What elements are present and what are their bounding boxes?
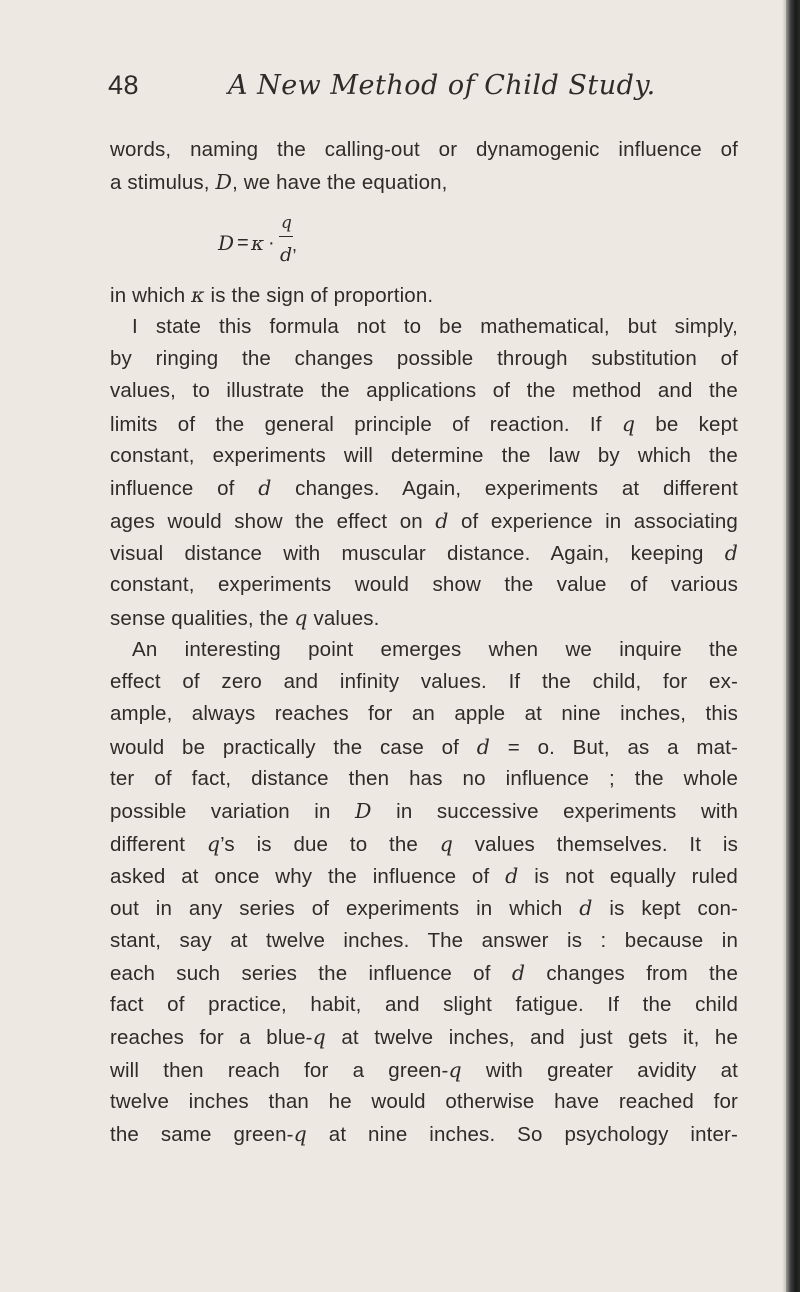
equation-dot: · <box>268 231 275 254</box>
equation-equals: = <box>237 231 249 254</box>
text-line: An interesting point emerges when we inquire the <box>132 637 738 661</box>
text-line: words, naming the calling-out or dynamogenic influence of <box>110 138 738 161</box>
equation-comma: , <box>292 234 298 255</box>
body-text <box>110 134 738 1151</box>
text-line: limits of the general principle of reaction. If q be kept <box>110 411 738 436</box>
page-header <box>108 70 748 110</box>
text-line: ages would show the effect on d of experience in associating <box>110 508 738 533</box>
text-line: possible variation in D in successive experiments with <box>110 799 738 824</box>
text-line: will then reach for a green-q with greater avidity at <box>110 1057 738 1082</box>
text-line: twelve inches than he would otherwise have reached for <box>110 1090 738 1114</box>
book-spine <box>786 0 800 1292</box>
text-line: different q’s is due to the q values themselves. It is <box>110 831 738 856</box>
equation-lhs: D <box>218 230 235 255</box>
text-line: values, to illustrate the applications of the method and the <box>110 379 738 403</box>
text-line: reaches for a blue-q at twelve inches, and just gets it, he <box>110 1025 738 1050</box>
text-line: a stimulus, D, we have the equation, <box>110 170 448 195</box>
proportion-equation <box>218 203 338 273</box>
text-line: would be practically the case of d = o. But, as a mat- <box>110 734 738 759</box>
text-line: in which κ is the sign of proportion. <box>110 282 434 307</box>
text-line: constant, experiments will determine the law by which the <box>110 444 738 468</box>
text-line: visual distance with muscular distance. Again, keeping d <box>110 540 738 565</box>
text-line: out in any series of experiments in which d is kept con- <box>110 896 739 921</box>
text-line: sense qualities, the q values. <box>110 605 380 630</box>
page-number: 48 <box>108 70 140 100</box>
text-line: constant, experiments would show the value of various <box>110 573 738 597</box>
equation-numerator: q <box>281 212 293 233</box>
running-title: A New Method of Child Study. <box>228 70 656 101</box>
equation-block <box>110 199 738 279</box>
text-line: effect of zero and infinity values. If the child, for ex- <box>110 670 738 694</box>
equation-kappa: κ <box>251 230 265 255</box>
text-line: ample, always reaches for an apple at nine inches, this <box>110 702 738 726</box>
text-line: ter of fact, distance then has no influence ; the whole <box>110 767 738 791</box>
fraction-bar <box>279 236 293 238</box>
equation-denominator: d <box>280 243 293 266</box>
text-line: the same green-q at nine inches. So psychology inter- <box>110 1122 738 1147</box>
text-line: I state this formula not to be mathematical, but simply, <box>132 314 738 338</box>
text-line: by ringing the changes possible through substitution of <box>110 347 738 371</box>
text-line: influence of d changes. Again, experiments at different <box>110 476 738 501</box>
text-line: each such series the influence of d changes from the <box>110 960 738 985</box>
text-line: stant, say at twelve inches. The answer is : because in <box>110 928 738 952</box>
text-line: asked at once why the influence of d is not equally ruled <box>110 863 738 888</box>
text-line: fact of practice, habit, and slight fatigue. If the child <box>110 993 738 1017</box>
